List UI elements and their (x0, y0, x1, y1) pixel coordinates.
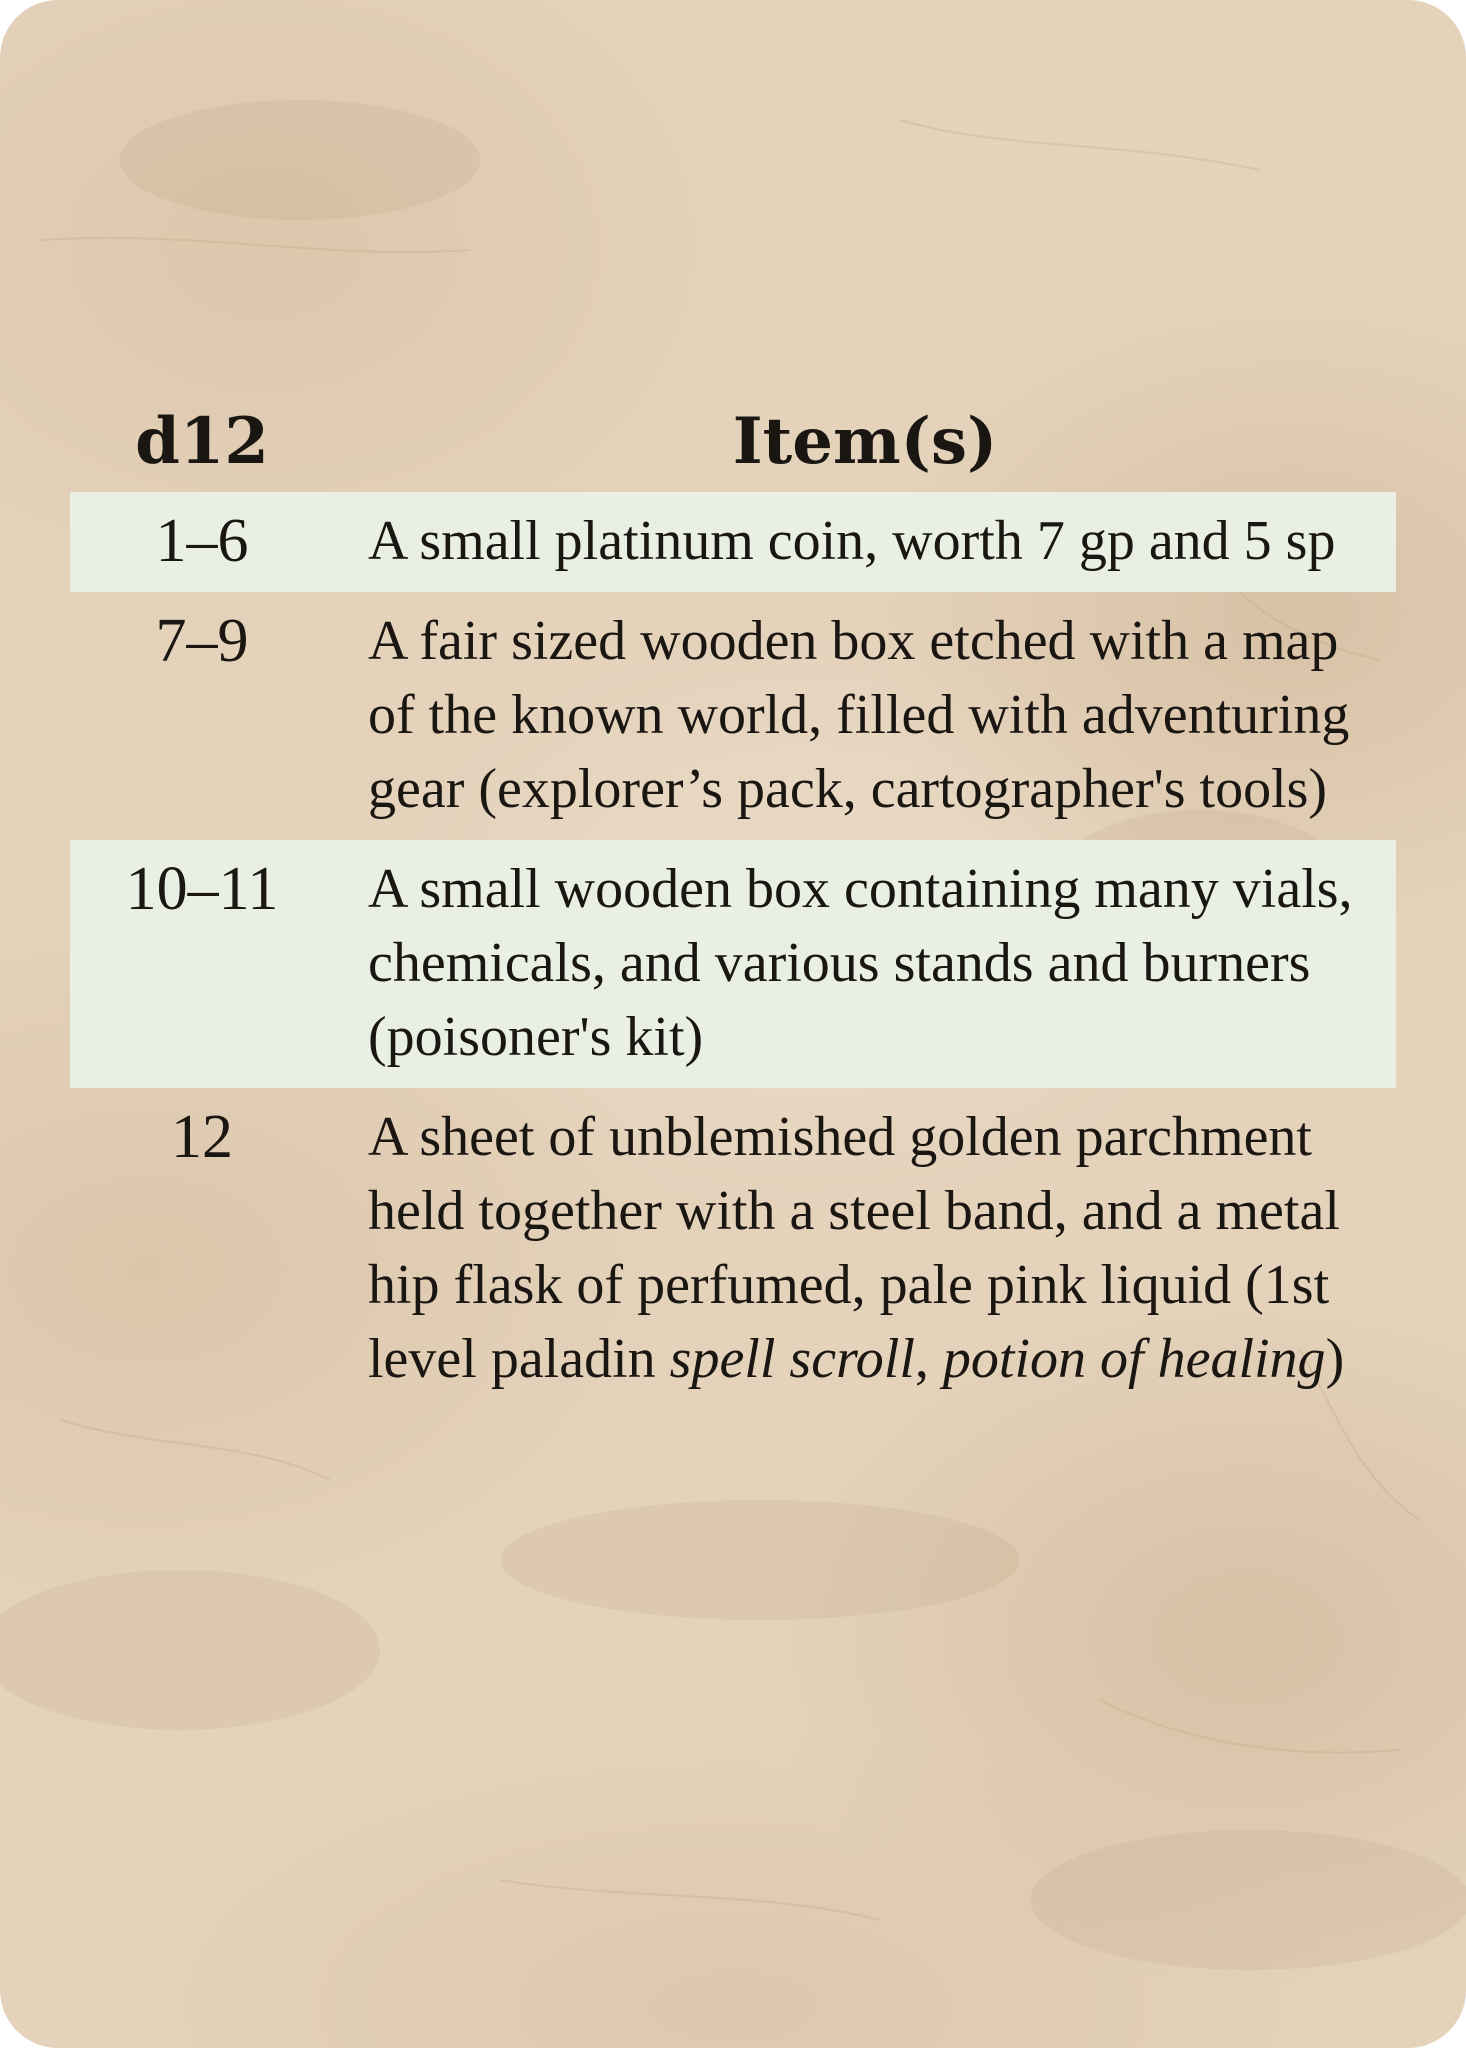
roll-range: 12 (171, 1103, 233, 1171)
closing-paren: ) (1325, 1328, 1345, 1390)
table-header (70, 380, 1396, 492)
item-description (334, 1100, 1396, 1396)
table-row (70, 1088, 1396, 1410)
item-column-header: Item(s) (732, 404, 998, 479)
separator: , (914, 1328, 943, 1390)
roll-range: 7–9 (155, 607, 249, 675)
item-description-text: A sheet of unblemished golden parchment held together with a steel band, and a metal hip flask of perfumed, pale pink liquid (1st level paladin (368, 1106, 1340, 1390)
roll-range: 1–6 (155, 507, 249, 575)
table-row (70, 592, 1396, 840)
die-column-header: d12 (135, 404, 269, 479)
roll-range: 10–11 (125, 855, 279, 923)
item-description: A small wooden box containing many vials, chemicals, and various stands and burners (poisoner's kit) (368, 858, 1353, 1068)
item-table (70, 380, 1396, 1410)
table-row (70, 492, 1396, 592)
table-row (70, 840, 1396, 1088)
item-description: A fair sized wooden box etched with a map of the known world, filled with adventuring gear (explorer’s pack, cartographer's tools) (368, 610, 1350, 820)
potion-of-healing-term: potion of healing (942, 1328, 1326, 1390)
spell-scroll-term: spell scroll (669, 1328, 915, 1390)
item-description: A small platinum coin, worth 7 gp and 5 sp (368, 510, 1336, 572)
